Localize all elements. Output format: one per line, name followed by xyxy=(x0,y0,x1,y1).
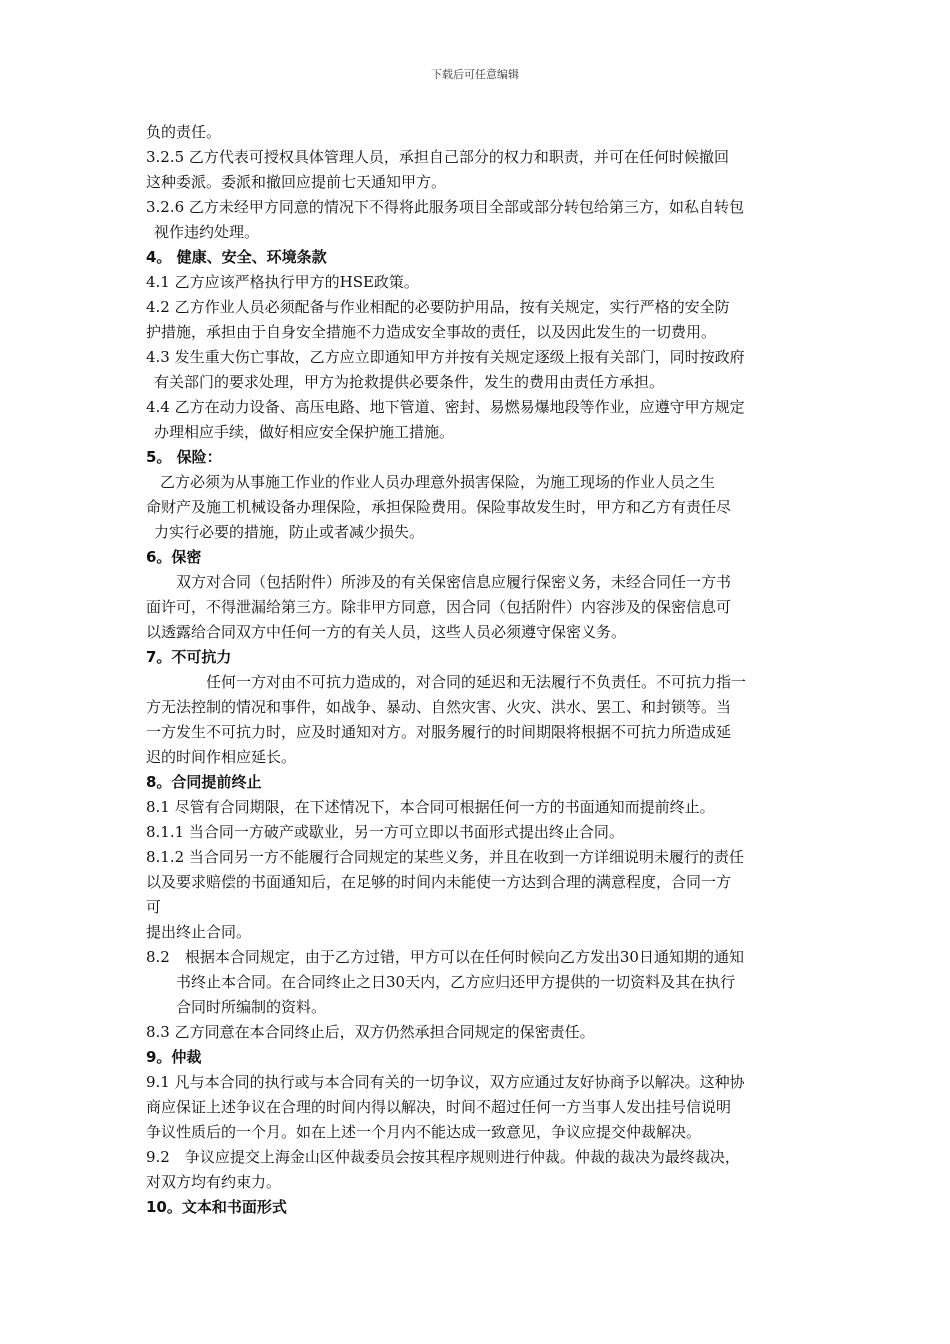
text-line: 有关部门的要求处理，甲方为抢救提供必要条件，发生的费用由责任方承担。 xyxy=(154,373,665,391)
text-line: 负的责任。 xyxy=(146,123,222,141)
text-line: 办理相应手续，做好相应安全保护施工措施。 xyxy=(154,423,455,441)
text-line: 这种委派。委派和撤回应提前七天通知甲方。 xyxy=(146,173,447,191)
text-line: 8.1.1 当合同一方破产或歇业，另一方可立即以书面形式提出终止合同。 xyxy=(146,823,624,841)
text-line: 力实行必要的措施，防止或者减少损失。 xyxy=(154,523,425,541)
text-line: 4.4 乙方在动力设备、高压电路、地下管道、密封、易燃易爆地段等作业，应遵守甲方规定 xyxy=(146,398,745,416)
section-heading: 10。文本和书面形式 xyxy=(146,1198,287,1216)
text-line: 4.3 发生重大伤亡事故，乙方应立即通知甲方并按有关规定逐级上报有关部门，同时按政府 xyxy=(146,348,745,366)
text-line: 9.2 争议应提交上海金山区仲裁委员会按其程序规则进行仲裁。仲裁的裁决为最终裁决， xyxy=(146,1148,740,1166)
section-heading: 5。 保险： xyxy=(146,448,222,466)
section-heading: 9。仲裁 xyxy=(146,1048,202,1066)
document-body xyxy=(146,120,810,1220)
text-line: 3.2.6 乙方未经甲方同意的情况下不得将此服务项目全部或部分转包给第三方，如私自转包 xyxy=(146,198,744,216)
text-line: 9.1 凡与本合同的执行或与本合同有关的一切争议，双方应通过友好协商予以解决。这种协 xyxy=(146,1073,745,1091)
text-line: 面许可，不得泄漏给第三方。除非甲方同意，因合同（包括附件）内容涉及的保密信息可 xyxy=(146,598,732,616)
text-line: 3.2.5 乙方代表可授权具体管理人员，承担自己部分的权力和职责，并可在任何时候撤回 xyxy=(146,148,729,166)
text-line: 4.1 乙方应该严格执行甲方的HSE政策。 xyxy=(146,273,419,291)
section-heading: 8。合同提前终止 xyxy=(146,773,262,791)
section-heading: 4。 健康、安全、环境条款 xyxy=(146,248,327,266)
text-line: 视作违约处理。 xyxy=(154,223,260,241)
text-line: 合同时所编制的资料。 xyxy=(176,998,327,1016)
text-line: 以及要求赔偿的书面通知后，在足够的时间内未能使一方达到合理的满意程度，合同一方 xyxy=(146,873,732,891)
text-line: 争议性质后的一个月。如在上述一个月内不能达成一致意见，争议应提交仲裁解决。 xyxy=(146,1123,702,1141)
page-header: 下载后可任意编辑 xyxy=(431,68,519,81)
text-line: 8.3 乙方同意在本合同终止后，双方仍然承担合同规定的保密责任。 xyxy=(146,1023,595,1041)
text-line: 提出终止合同。 xyxy=(146,923,252,941)
text-line: 迟的时间作相应延长。 xyxy=(146,748,297,766)
text-line: 任何一方对由不可抗力造成的，对合同的延迟和无法履行不负责任。不可抗力指一 xyxy=(206,673,747,691)
text-line: 对双方均有约束力。 xyxy=(146,1173,282,1191)
text-line: 一方发生不可抗力时，应及时通知对方。对服务履行的时间期限将根据不可抗力所造成延 xyxy=(146,723,732,741)
text-line: 方无法控制的情况和事件，如战争、暴动、自然灾害、火灾、洪水、罢工、和封锁等。当 xyxy=(146,698,732,716)
text-line: 以透露给合同双方中任何一方的有关人员，这些人员必须遵守保密义务。 xyxy=(146,623,627,641)
text-line: 8.2 根据本合同规定，由于乙方过错，甲方可以在任何时候向乙方发出30日通知期的通知 xyxy=(146,948,744,966)
text-line: 书终止本合同。在合同终止之日30天内，乙方应归还甲方提供的一切资料及其在执行 xyxy=(176,973,736,991)
text-line: 8.1 尽管有合同期限，在下述情况下，本合同可根据任何一方的书面通知而提前终止。 xyxy=(146,798,715,816)
section-heading: 6。保密 xyxy=(146,548,202,566)
text-line: 命财产及施工机械设备办理保险，承担保险费用。保险事故发生时，甲方和乙方有责任尽 xyxy=(146,498,732,516)
text-line: 商应保证上述争议在合理的时间内得以解决，时间不超过任何一方当事人发出挂号信说明 xyxy=(146,1098,732,1116)
text-line: 乙方必须为从事施工作业的作业人员办理意外损害保险，为施工现场的作业人员之生 xyxy=(160,473,716,491)
text-line: 8.1.2 当合同另一方不能履行合同规定的某些义务，并且在收到一方详细说明未履行的责任 xyxy=(146,848,744,866)
text-line: 4.2 乙方作业人员必须配备与作业相配的必要防护用品，按有关规定，实行严格的安全防 xyxy=(146,298,730,316)
text-line: 双方对合同（包括附件）所涉及的有关保密信息应履行保密义务，未经合同任一方书 xyxy=(176,573,732,591)
text-line: 可 xyxy=(146,898,162,916)
section-heading: 7。不可抗力 xyxy=(146,648,232,666)
text-line: 护措施，承担由于自身安全措施不力造成安全事故的责任，以及因此发生的一切费用。 xyxy=(146,323,717,341)
